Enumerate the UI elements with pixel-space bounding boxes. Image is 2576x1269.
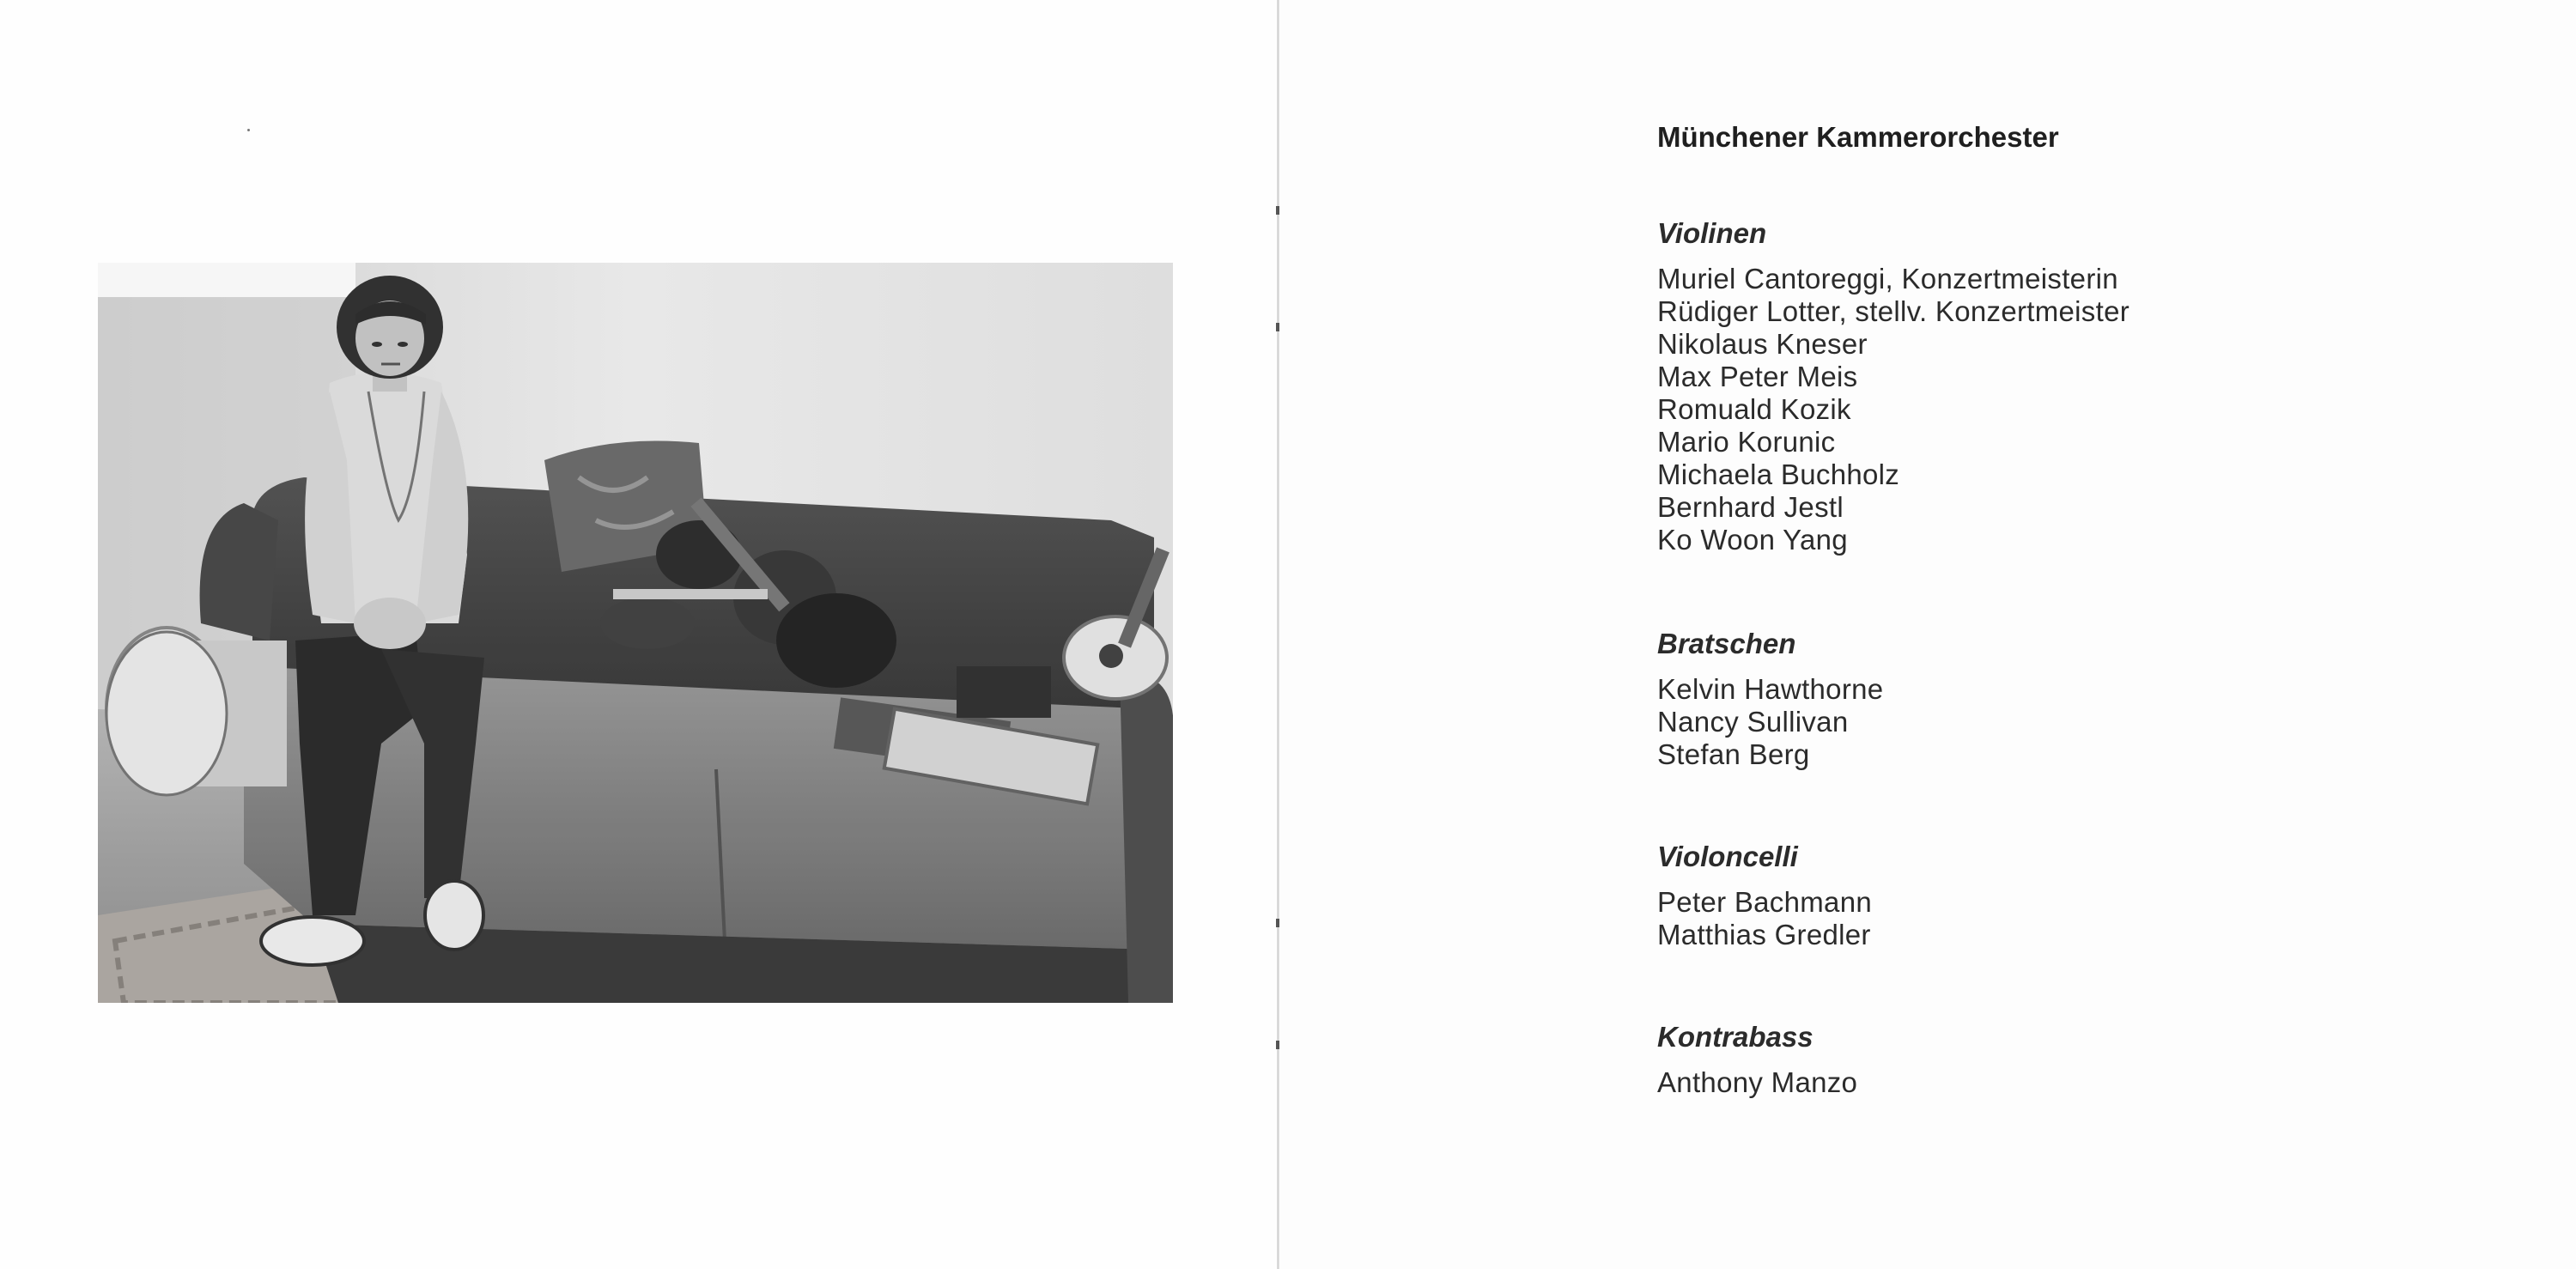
member-name: Peter Bachmann bbox=[1657, 886, 1873, 918]
member-name: Matthias Gredler bbox=[1657, 919, 1871, 950]
member-list bbox=[1657, 263, 2129, 556]
section-violinen bbox=[1657, 215, 2129, 556]
grain bbox=[98, 263, 1173, 1003]
member-name: Kelvin Hawthorne bbox=[1657, 673, 1884, 705]
orchestra-title: Münchener Kammerorchester bbox=[1657, 121, 2059, 153]
member-list bbox=[1657, 1066, 1857, 1099]
member-list bbox=[1657, 886, 1872, 951]
member-name: Stefan Berg bbox=[1657, 738, 1810, 770]
section-heading: Kontrabass bbox=[1657, 1021, 1814, 1053]
member-name: Anthony Manzo bbox=[1657, 1066, 1858, 1098]
member-name: Michaela Buchholz bbox=[1657, 458, 1900, 490]
member-list bbox=[1657, 673, 1883, 771]
right-page bbox=[1279, 0, 2576, 1269]
section-heading: Violinen bbox=[1657, 217, 1767, 249]
section-violoncelli bbox=[1657, 838, 1872, 951]
section-bratschen bbox=[1657, 625, 1883, 771]
section-heading: Bratschen bbox=[1657, 628, 1796, 659]
orchestra-roster bbox=[1657, 117, 2516, 1098]
member-name: Mario Korunic bbox=[1657, 426, 1836, 458]
section-heading: Violoncelli bbox=[1657, 841, 1798, 872]
member-name: Nikolaus Kneser bbox=[1657, 328, 1868, 360]
member-name: Max Peter Meis bbox=[1657, 361, 1858, 392]
member-name: Muriel Cantoreggi, Konzertmeisterin bbox=[1657, 263, 2118, 294]
photo-drawing bbox=[98, 263, 1173, 1003]
member-name: Rüdiger Lotter, stellv. Konzertmeister bbox=[1657, 295, 2130, 327]
member-name: Ko Woon Yang bbox=[1657, 524, 1848, 556]
member-name: Nancy Sullivan bbox=[1657, 706, 1849, 738]
left-page bbox=[0, 0, 1278, 1269]
section-kontrabass bbox=[1657, 1018, 1857, 1099]
member-name: Romuald Kozik bbox=[1657, 393, 1851, 425]
paper-speck bbox=[247, 129, 250, 131]
photograph-woman-on-sofa-with-instruments bbox=[98, 263, 1173, 1003]
member-name: Bernhard Jestl bbox=[1657, 491, 1844, 523]
